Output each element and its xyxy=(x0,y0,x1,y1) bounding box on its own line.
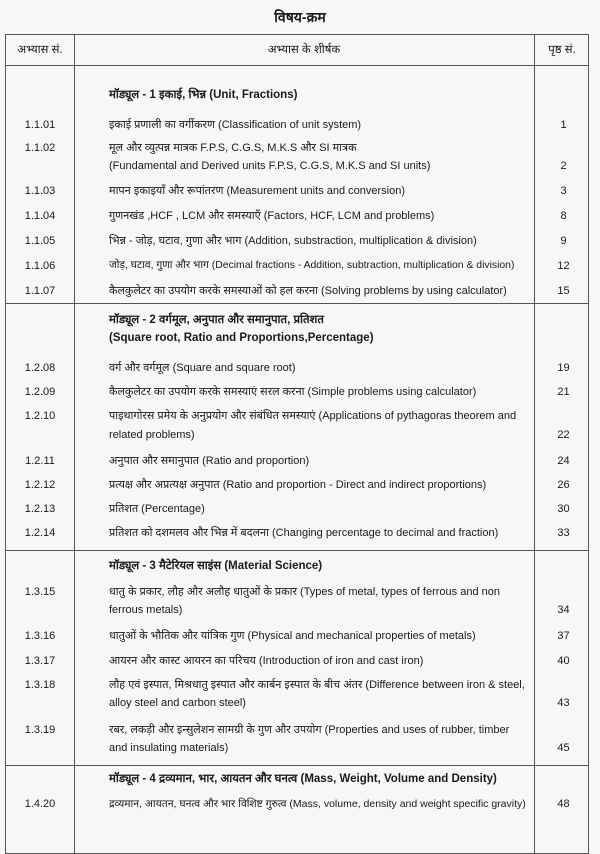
contents-table xyxy=(5,34,589,854)
page-number: 26 xyxy=(557,479,570,491)
exercise-number: 1.1.03 xyxy=(24,185,56,197)
column-divider xyxy=(74,35,75,853)
exercise-number: 1.4.20 xyxy=(24,798,56,810)
module-title: मॉड्यूल - 4 द्रव्यमान, भार, आयतन और घनत्व (Mass, Weight, Volume and Density) xyxy=(109,773,497,785)
module-title: मॉड्यूल - 1 इकाई, भिन्न (Unit, Fractions) xyxy=(109,89,298,101)
exercise-number: 1.2.12 xyxy=(24,479,56,491)
page-number: 45 xyxy=(557,742,570,754)
exercise-title: भिन्न - जोड़, घटाव, गुणा और भाग (Addition, substraction, multiplication & division) xyxy=(109,235,477,247)
exercise-title-line2: alloy steel and carbon steel) xyxy=(109,697,246,709)
header-exercise-no: अभ्यास सं. xyxy=(17,44,63,56)
exercise-number: 1.1.04 xyxy=(24,210,56,222)
page-number: 43 xyxy=(557,697,570,709)
header-exercise-title: अभ्यास के शीर्षक xyxy=(267,44,341,56)
exercise-number: 1.1.02 xyxy=(24,142,56,154)
exercise-number: 1.3.18 xyxy=(24,679,56,691)
exercise-title: धातु के प्रकार, लौह और अलौह धातुओं के प्रकार (Types of metal, types of ferrous and non xyxy=(109,586,500,598)
page-number: 12 xyxy=(557,260,570,272)
exercise-number: 1.3.15 xyxy=(24,586,56,598)
exercise-title: कैलकुलेटर का उपयोग करके समस्याएं सरल करना (Simple problems using calculator) xyxy=(109,386,477,398)
module-divider xyxy=(6,303,588,304)
exercise-title: आयरन और कास्ट आयरन का परिचय (Introduction of iron and cast iron) xyxy=(109,655,424,667)
exercise-number: 1.1.06 xyxy=(24,260,56,272)
exercise-title-line2: and insulating materials) xyxy=(109,742,229,754)
exercise-title: रबर, लकड़ी और इन्सुलेशन सामग्री के गुण और उपयोग (Properties and uses of rubber, timber xyxy=(109,724,510,736)
page-number: 8 xyxy=(560,210,567,222)
page-number: 9 xyxy=(560,235,567,247)
page-number: 19 xyxy=(557,362,570,374)
exercise-number: 1.2.13 xyxy=(24,503,56,515)
exercise-title: पाइथागोरस प्रमेय के अनुप्रयोग और संबंधित समस्याएं (Applications of pythagoras theorem and xyxy=(109,410,517,422)
exercise-title: मूल और व्युत्पन्न मात्रक F.P.S, C.G.S, M.K.S और SI मात्रक xyxy=(109,142,357,154)
exercise-title-line2: (Fundamental and Derived units F.P.S, C.G.S, M.K.S and SI units) xyxy=(109,160,431,172)
exercise-number: 1.1.05 xyxy=(24,235,56,247)
exercise-number: 1.2.11 xyxy=(25,455,55,467)
exercise-title: अनुपात और समानुपात (Ratio and proportion) xyxy=(109,455,310,467)
exercise-number: 1.1.07 xyxy=(24,285,56,297)
exercise-number: 1.2.10 xyxy=(24,410,56,422)
exercise-number: 1.1.01 xyxy=(24,119,56,131)
exercise-title: प्रत्यक्ष और अप्रत्यक्ष अनुपात (Ratio and proportion - Direct and indirect proportions) xyxy=(109,479,487,491)
exercise-title: लौह एवं इस्पात, मिश्रधातु इस्पात और कार्बन इस्पात के बीच अंतर (Difference between iron & steel, xyxy=(109,679,525,691)
page-number: 1 xyxy=(560,119,567,131)
page-number: 22 xyxy=(557,429,570,441)
page-number: 48 xyxy=(557,798,570,810)
page-number: 3 xyxy=(560,185,567,197)
exercise-title: वर्ग और वर्गमूल (Square and square root) xyxy=(109,362,296,374)
module-divider xyxy=(6,765,588,766)
exercise-number: 1.2.08 xyxy=(24,362,56,374)
header-divider xyxy=(6,65,588,66)
exercise-number: 1.3.17 xyxy=(24,655,56,667)
page-number: 40 xyxy=(557,655,570,667)
header-page-no: पृष्ठ सं. xyxy=(548,44,576,56)
module-divider xyxy=(6,550,588,551)
exercise-title: कैलकुलेटर का उपयोग करके समस्याओं को हल करना (Solving problems by using calculator) xyxy=(109,285,507,297)
page-number: 30 xyxy=(557,503,570,515)
exercise-number: 1.2.09 xyxy=(24,386,56,398)
exercise-title: गुणनखंड ,HCF , LCM और समस्याएँ (Factors, HCF, LCM and problems) xyxy=(109,210,435,222)
exercise-title: द्रव्यमान, आयतन, घनत्व और भार विशिष्ट गुरुत्व (Mass, volume, density and weight specific gravity) xyxy=(109,798,526,810)
module-title-line2: (Square root, Ratio and Proportions,Percentage) xyxy=(109,332,374,344)
page-title: विषय-क्रम xyxy=(274,9,326,25)
page-number: 21 xyxy=(557,386,570,398)
page-number: 15 xyxy=(557,285,570,297)
exercise-number: 1.3.16 xyxy=(24,630,56,642)
exercise-title: इकाई प्रणाली का वर्गीकरण (Classification of unit system) xyxy=(109,119,362,131)
exercise-title: प्रतिशत (Percentage) xyxy=(109,503,205,515)
exercise-number: 1.3.19 xyxy=(24,724,56,736)
exercise-title: मापन इकाइयाँ और रूपांतरण (Measurement units and conversion) xyxy=(109,185,405,197)
exercise-title: जोड़, घटाव, गुणा और भाग (Decimal fractions - Addition, subtraction, multiplication & division) xyxy=(109,260,515,271)
exercise-title-line2: ferrous metals) xyxy=(109,604,183,616)
exercise-title: प्रतिशत को दशमलव और भिन्न में बदलना (Changing percentage to decimal and fraction) xyxy=(109,527,499,539)
module-title: मॉड्यूल - 3 मैटेरियल साइंस (Material Science) xyxy=(109,560,323,572)
page-number: 33 xyxy=(557,527,570,539)
module-title: मॉड्यूल - 2 वर्गमूल, अनुपात और समानुपात, प्रतिशत xyxy=(109,314,324,326)
exercise-title: धातुओं के भौतिक और यांत्रिक गुण (Physical and mechanical properties of metals) xyxy=(109,630,476,642)
page-number: 37 xyxy=(557,630,570,642)
exercise-number: 1.2.14 xyxy=(24,527,56,539)
page-number: 34 xyxy=(557,604,570,616)
page-number: 24 xyxy=(557,455,570,467)
exercise-title-line2: related problems) xyxy=(109,429,195,441)
page-number: 2 xyxy=(560,160,567,172)
